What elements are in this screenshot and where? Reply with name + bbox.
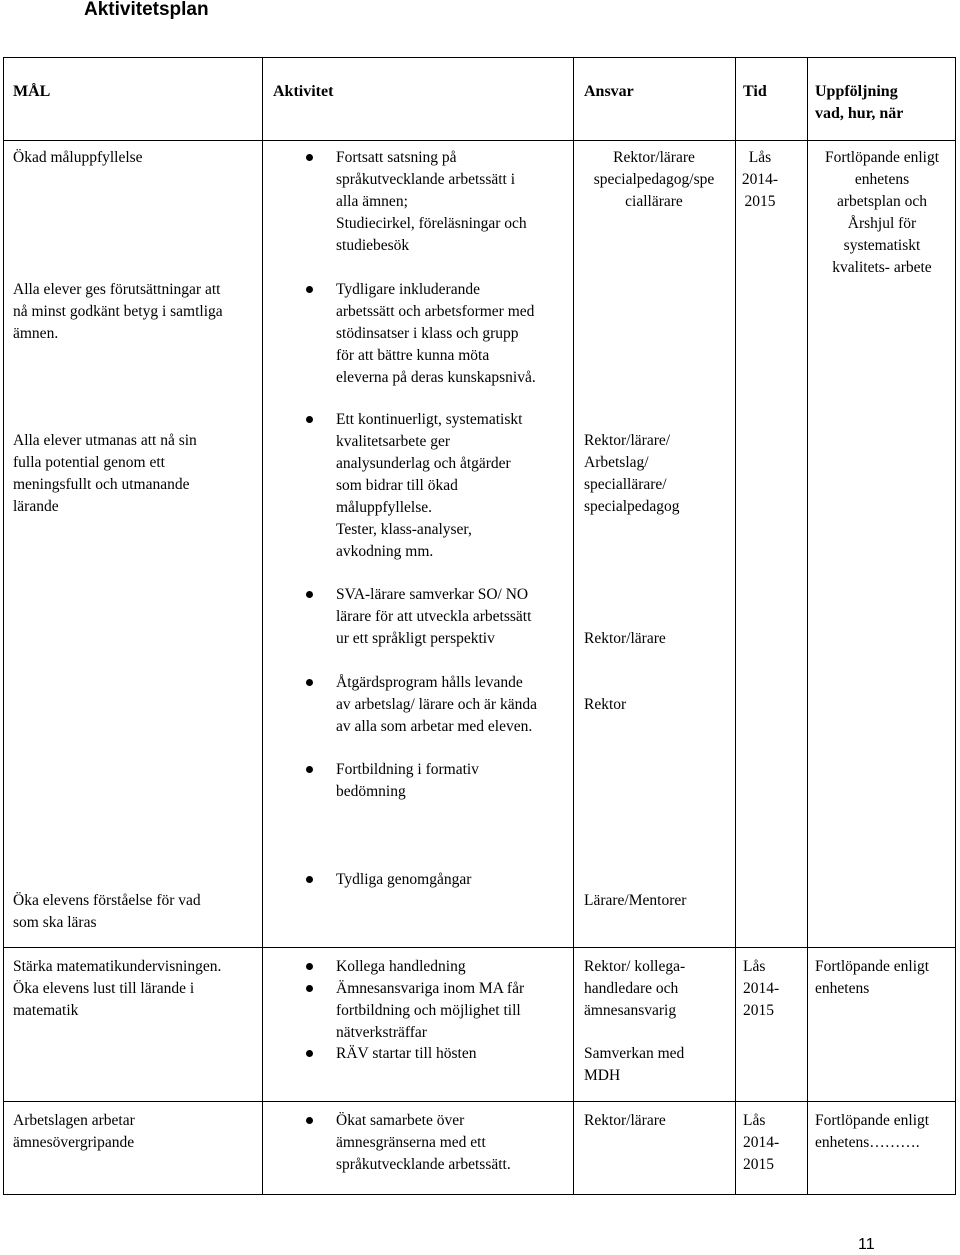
- responsible-text: Rektor/lärare specialpedagog/spe ciallärare: [593, 149, 715, 210]
- time-text: Lås 2014- 2015: [741, 149, 779, 210]
- responsible-text: Rektor/lärare/ Arbetslag/ speciallärare/ specialpedagog: [584, 432, 680, 515]
- page-title: Aktivitetsplan: [84, 0, 209, 20]
- activity-item: Åtgärdsprogram hålls levande av arbetslag/ lärare och är kända av alla som arbetar med eleven.: [336, 672, 537, 738]
- followup-text: Fortlöpande enligt enhetens: [815, 958, 930, 997]
- activity-item: Ett kontinuerligt, systematiskt kvalitetsarbete ger analysunderlag och åtgärder som bidrar till ökad måluppfyllelse. Tester, klass-analyser, avkodning mm.: [336, 409, 522, 563]
- activity-item: Tydliga genomgångar: [336, 869, 471, 891]
- activity-item: RÄV startar till hösten: [336, 1043, 477, 1065]
- header-ansvar: Ansvar: [584, 83, 634, 100]
- activity-item: Ämnesansvariga inom MA får fortbildning och möjlighet till nätverksträffar: [336, 978, 524, 1044]
- goal-text: Stärka matematikundervisningen. Öka elevens lust till lärande i matematik: [13, 958, 222, 1019]
- row-divider: [4, 1101, 955, 1102]
- responsible-text: Lärare/Mentorer: [584, 892, 687, 909]
- activity-item: SVA-lärare samverkar SO/ NO lärare för att utveckla arbetssätt ur ett språkligt perspektiv: [336, 584, 531, 650]
- header-aktivitet: Aktivitet: [273, 83, 334, 100]
- activity-item: Fortsatt satsning på språkutvecklande arbetssätt i alla ämnen; Studiecirkel, föreläsningar och studiebesök: [336, 147, 527, 257]
- goal-text: Arbetslagen arbetar ämnesövergripande: [13, 1112, 135, 1151]
- header-uppfoljning: Uppföljning vad, hur, när: [815, 83, 904, 122]
- time-text: Lås 2014- 2015: [743, 1112, 780, 1173]
- responsible-text: Samverkan med MDH: [584, 1045, 685, 1084]
- goal-text: Alla elever ges förutsättningar att nå minst godkänt betyg i samtliga ämnen.: [13, 281, 223, 342]
- time-text: Lås 2014- 2015: [743, 958, 780, 1019]
- page-number: 11: [858, 1236, 875, 1253]
- activity-item: Kollega handledning: [336, 956, 466, 978]
- goal-text: Ökad måluppfyllelse: [13, 149, 143, 166]
- activity-item: Tydligare inkluderande arbetssätt och arbetsformer med stödinsatser i klass och grupp för att bättre kunna möta eleverna på deras kunskapsnivå.: [336, 279, 536, 389]
- followup-text: Fortlöpande enligt enhetens arbetsplan och Årshjul för systematiskt kvalitets- arbete: [824, 149, 940, 276]
- row-divider: [4, 947, 955, 948]
- responsible-text: Rektor/ kollega- handledare och ämnesansvarig: [584, 958, 686, 1019]
- column-divider: [735, 58, 736, 1194]
- goal-text: Alla elever utmanas att nå sin fulla potential genom ett meningsfullt och utmanande lärande: [13, 432, 197, 515]
- responsible-text: Rektor/lärare: [584, 630, 666, 647]
- column-divider: [573, 58, 574, 1194]
- header-tid: Tid: [743, 83, 767, 100]
- responsible-text: Rektor: [584, 696, 627, 713]
- goal-text: Öka elevens förståelse för vad som ska läras: [13, 892, 201, 931]
- activity-item: Fortbildning i formativ bedömning: [336, 759, 479, 803]
- followup-text: Fortlöpande enligt enhetens……….: [815, 1112, 930, 1151]
- activity-item: Ökat samarbete över ämnesgränserna med ett språkutvecklande arbetssätt.: [336, 1110, 511, 1176]
- responsible-text: Rektor/lärare: [584, 1112, 666, 1129]
- header-mal: MÅL: [13, 83, 51, 100]
- column-divider: [262, 58, 263, 1194]
- row-divider: [4, 140, 955, 141]
